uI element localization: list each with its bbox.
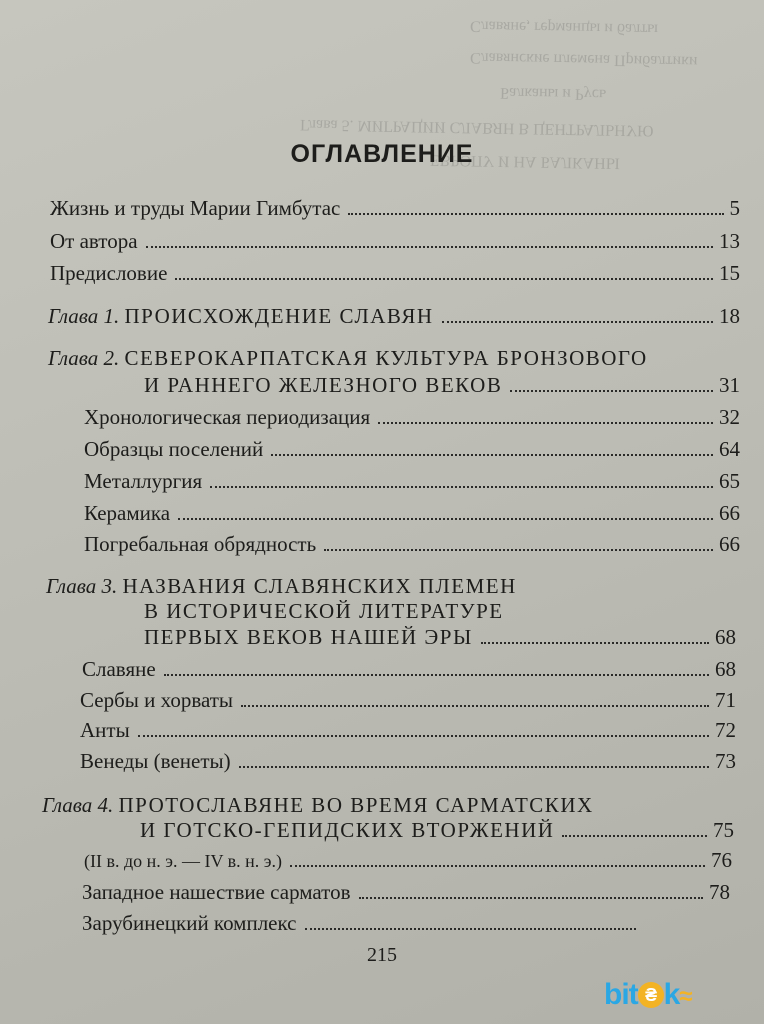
dot-leader (175, 278, 713, 280)
page-title: ОГЛАВЛЕНИЕ (290, 140, 474, 168)
toc-entry-title: Керамика (84, 501, 171, 525)
toc-entry-page: 31 (719, 373, 740, 397)
toc-entry-page: 32 (719, 405, 740, 429)
toc-subentry[interactable] (80, 749, 736, 774)
toc-chapter[interactable] (144, 373, 740, 398)
dot-leader (164, 674, 709, 676)
toc-entry-title: Славяне (82, 657, 156, 681)
dot-leader (442, 321, 713, 323)
chapter-title: НАЗВАНИЯ СЛАВЯНСКИХ ПЛЕМЕН (122, 574, 517, 598)
watermark-text: k (663, 978, 680, 1011)
swoosh-icon: ≈ (679, 983, 692, 1010)
toc-entry-page: 76 (711, 848, 732, 872)
toc-entry-title: Сербы и хорваты (80, 688, 234, 712)
watermark-text: bit (604, 978, 638, 1011)
chapter-label: Глава 1. (48, 304, 120, 328)
chapter-title-continued: И РАННЕГО ЖЕЛЕЗНОГО ВЕКОВ (144, 373, 503, 397)
bleed-through-text: Балканы и Русь (499, 84, 607, 103)
toc-entry-title: Металлургия (84, 469, 203, 493)
chapter-title-continued: И ГОТСКО-ГЕПИДСКИХ ВТОРЖЕНИЙ (140, 818, 555, 842)
toc-chapter-heading[interactable] (46, 574, 517, 599)
toc-entry-title: От автора (50, 229, 138, 253)
toc-entry[interactable] (50, 261, 740, 286)
chapter-label: Глава 3. (46, 574, 118, 598)
bleed-through-text: Славянские племена Прибалтики (469, 49, 698, 70)
dot-leader (271, 454, 713, 456)
toc-entry-page: 65 (719, 469, 740, 493)
toc-subentry[interactable] (82, 657, 736, 682)
toc-entry-title: Хронологическая периодизация (84, 405, 371, 429)
toc-entry-page: 75 (713, 818, 734, 842)
toc-subentry[interactable] (82, 880, 730, 905)
toc-entry-page: 72 (715, 718, 736, 742)
toc-entry-title: Погребальная обрядность (84, 532, 317, 556)
toc-entry-page: 66 (719, 532, 740, 556)
bleed-through-text: Славяне, германцы и балты (469, 17, 659, 38)
toc-entry[interactable] (50, 229, 740, 254)
toc-chapter-heading[interactable] (48, 346, 648, 371)
toc-entry-page: 66 (719, 501, 740, 525)
dot-leader (378, 422, 713, 424)
chapter-title-continued: В ИСТОРИЧЕСКОЙ ЛИТЕРАТУРЕ (144, 599, 504, 623)
toc-entry-title: Жизнь и труды Марии Гимбутас (50, 196, 341, 220)
toc-chapter[interactable] (144, 625, 736, 650)
toc-entry-title: Западное нашествие сарматов (82, 880, 351, 904)
toc-chapter-heading[interactable] (42, 793, 594, 818)
toc-entry-title: Зарубинецкий комплекс (82, 911, 297, 935)
dot-leader (348, 213, 723, 215)
chapter-title: ПРОИСХОЖДЕНИЕ СЛАВЯН (124, 304, 434, 328)
chapter-label: Глава 2. (48, 346, 120, 370)
chapter-label: Глава 4. (42, 793, 114, 817)
toc-chapter[interactable] (140, 818, 734, 843)
bleed-through-text: ЕВРОПУ И НА БАЛКАНЫ (429, 151, 620, 172)
toc-entry-title: Анты (80, 718, 130, 742)
toc-subentry[interactable] (84, 437, 740, 462)
dot-leader (138, 735, 709, 737)
toc-subentry[interactable] (84, 405, 740, 430)
dot-leader (324, 549, 713, 551)
toc-entry[interactable] (50, 196, 740, 221)
toc-entry-page: 73 (715, 749, 736, 773)
dot-leader (562, 835, 707, 837)
bleed-through-text: Глава 5. МИГРАЦИИ СЛАВЯН В ЦЕНТРАЛЬНУЮ (299, 115, 654, 140)
dot-leader (210, 486, 713, 488)
toc-entry-page: 5 (729, 196, 740, 220)
toc-chapter-dates[interactable] (84, 848, 732, 873)
toc-subentry[interactable] (84, 469, 740, 494)
chapter-title-continued: ПЕРВЫХ ВЕКОВ НАШЕЙ ЭРЫ (144, 625, 473, 649)
page-number: 215 (367, 944, 397, 966)
toc-chapter[interactable] (48, 304, 740, 329)
dot-leader (241, 705, 709, 707)
toc-subentry[interactable] (80, 688, 736, 713)
toc-entry-page: 68 (715, 625, 736, 649)
dot-leader (178, 518, 713, 520)
dot-leader (510, 390, 713, 392)
dot-leader (290, 865, 705, 867)
chapter-title: СЕВЕРОКАРПАТСКАЯ КУЛЬТУРА БРОНЗОВОГО (124, 346, 648, 370)
toc-entry-page: 13 (719, 229, 740, 253)
coin-icon: ₴ (638, 982, 664, 1008)
toc-entry-page: 71 (715, 688, 736, 712)
chapter-date-range: (II в. до н. э. — IV в. н. э.) (84, 851, 283, 871)
toc-entry-page: 64 (719, 437, 740, 461)
toc-subentry[interactable] (84, 532, 740, 557)
dot-leader (481, 642, 709, 644)
toc-entry-title: Венеды (венеты) (80, 749, 231, 773)
dot-leader (359, 897, 704, 899)
dot-leader (305, 928, 636, 930)
toc-subentry[interactable] (84, 501, 740, 526)
toc-entry-title: Предисловие (50, 261, 168, 285)
toc-entry-page: 18 (719, 304, 740, 328)
watermark-logo (604, 978, 692, 1012)
chapter-title: ПРОТОСЛАВЯНЕ ВО ВРЕМЯ САРМАТСКИХ (118, 793, 594, 817)
dot-leader (146, 246, 713, 248)
toc-subentry[interactable] (82, 911, 642, 936)
toc-subentry[interactable] (80, 718, 736, 743)
toc-entry-page: 78 (709, 880, 730, 904)
toc-entry-title: Образцы поселений (84, 437, 264, 461)
dot-leader (239, 766, 709, 768)
toc-entry-page: 15 (719, 261, 740, 285)
toc-entry-page: 68 (715, 657, 736, 681)
